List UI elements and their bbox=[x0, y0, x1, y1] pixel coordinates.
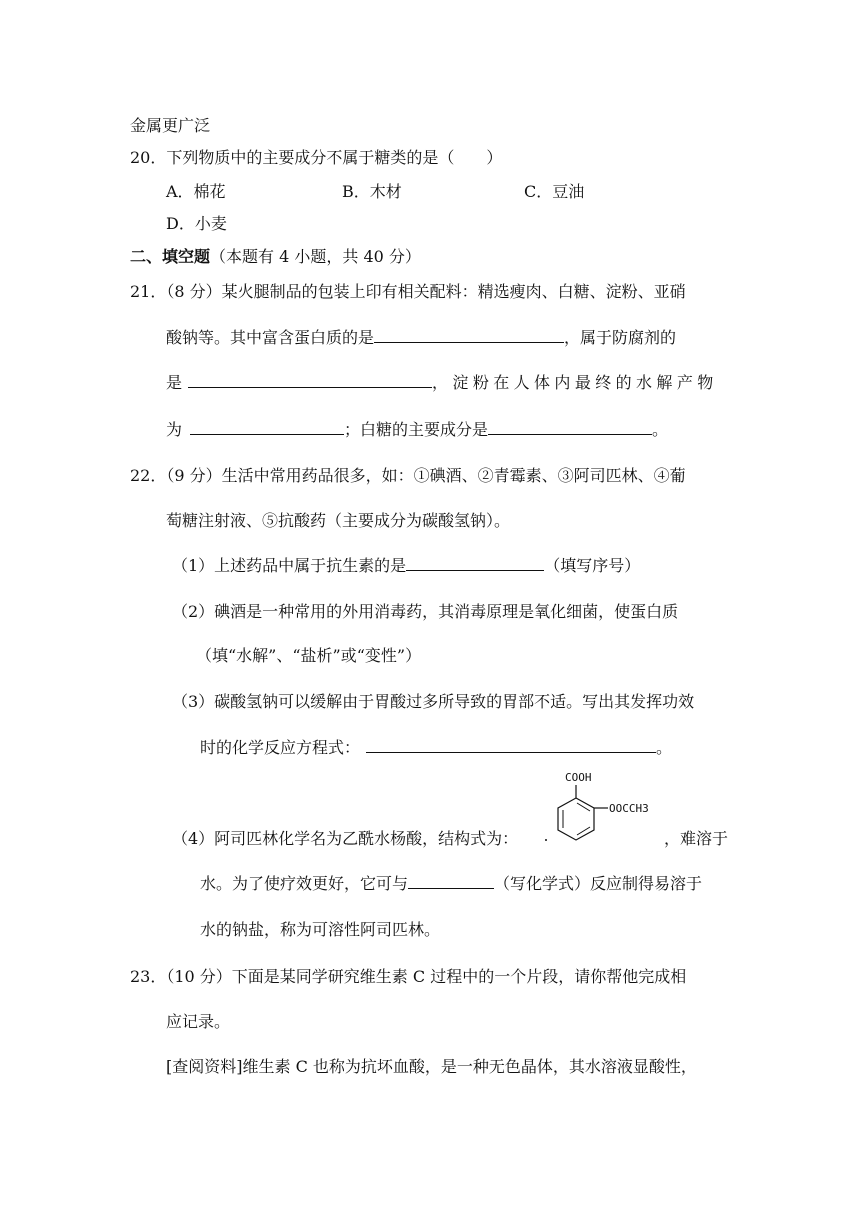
q22-sub-1 bbox=[172, 556, 640, 576]
q21-text-e: 为 bbox=[166, 420, 183, 439]
q22-sub-4-text-2: （写化学式）反应制得易溶于 bbox=[494, 874, 703, 893]
q22-sub-3-end: 。 bbox=[656, 738, 673, 757]
answer-blank-protein bbox=[374, 328, 564, 343]
q20-option-d: D．小麦 bbox=[166, 214, 227, 233]
q21-text-a: 酸钠等。其中富含蛋白质的是 bbox=[166, 328, 375, 347]
q22-sub-1-hint: （填写序号） bbox=[544, 556, 641, 575]
q21-text-b: ，属于防腐剂的 bbox=[564, 328, 677, 347]
q21-text-c: 是 bbox=[166, 373, 183, 392]
answer-blank-preservative bbox=[188, 373, 432, 388]
section-2-title: 二、填空题 bbox=[130, 247, 211, 266]
q21-text-d: ，淀粉在人体内最终的水解产物 bbox=[432, 373, 718, 392]
answer-blank-antibiotic bbox=[406, 556, 544, 571]
question-22-line-2: 萄糖注射液、⑤抗酸药（主要成分为碳酸氢钠）。 bbox=[166, 511, 511, 530]
cooh-label: COOH bbox=[565, 771, 592, 784]
q20-option-b: B．木材 bbox=[342, 182, 402, 201]
q21-text-g: 。 bbox=[652, 420, 669, 439]
question-22-line-1: 22．（9 分）生活中常用药品很多，如：①碘酒、②青霉素、③阿司匹林、④葡 bbox=[130, 466, 686, 485]
q22-sub-3: （3）碳酸氢钠可以缓解由于胃酸过多所导致的胃部不适。写出其发挥功效 bbox=[172, 692, 695, 711]
q22-sub-4-end: ，难溶于 bbox=[664, 829, 729, 848]
question-21-line-4 bbox=[166, 420, 668, 440]
question-23-line-3: [查阅资料]维生素 C 也称为抗坏血酸，是一种无色晶体，其水溶液显酸性， bbox=[166, 1057, 697, 1076]
ester-label: OOCCH3 bbox=[609, 802, 649, 815]
continued-text: 金属更广泛 bbox=[130, 116, 211, 135]
answer-blank-sugar bbox=[488, 420, 652, 435]
q22-sub-4: （4）阿司匹林化学名为乙酰水杨酸，结构式为： bbox=[172, 829, 519, 848]
aspirin-structure-diagram bbox=[538, 768, 668, 858]
question-21-line-2 bbox=[166, 328, 676, 348]
q22-sub-3-line-2 bbox=[200, 738, 672, 758]
q22-sub-2: （2）碘酒是一种常用的外用消毒药，其消毒原理是氧化细菌，使蛋白质 bbox=[172, 602, 679, 621]
question-21-line-1: 21．（8 分）某火腿制品的包装上印有相关配料：精选瘦肉、白糖、淀粉、亚硝 bbox=[130, 282, 686, 301]
q22-sub-4-text: 水。为了使疗效更好，它可与 bbox=[200, 874, 409, 893]
answer-blank-hydrolysis-product bbox=[190, 420, 344, 435]
q22-sub-3-text: 时的化学反应方程式： bbox=[200, 738, 361, 757]
answer-blank-equation bbox=[366, 738, 656, 753]
question-20-stem: 20．下列物质中的主要成分不属于糖类的是（ ） bbox=[130, 148, 503, 167]
q20-option-a: A．棉花 bbox=[166, 182, 226, 201]
question-23-line-1: 23．（10 分）下面是某同学研究维生素 C 过程中的一个片段，请你帮他完成相 bbox=[130, 967, 687, 986]
section-2-note: （本题有 4 小题，共 40 分） bbox=[210, 247, 421, 266]
q20-option-c: C．豆油 bbox=[524, 182, 585, 201]
section-2-heading bbox=[130, 247, 421, 267]
q22-sub-4-line-2 bbox=[200, 874, 702, 894]
q22-sub-1-text: （1）上述药品中属于抗生素的是 bbox=[172, 556, 407, 575]
question-21-line-3 bbox=[166, 373, 718, 393]
q22-sub-4-line-3: 水的钠盐，称为可溶性阿司匹林。 bbox=[200, 920, 441, 939]
question-23-line-2: 应记录。 bbox=[166, 1012, 231, 1031]
answer-blank-formula bbox=[408, 874, 494, 889]
q21-text-f: ；白糖的主要成分是 bbox=[344, 420, 489, 439]
structure-dot bbox=[545, 839, 547, 841]
q22-sub-2-hint: （填“水解”、“盐析”或“变性”） bbox=[196, 646, 422, 665]
